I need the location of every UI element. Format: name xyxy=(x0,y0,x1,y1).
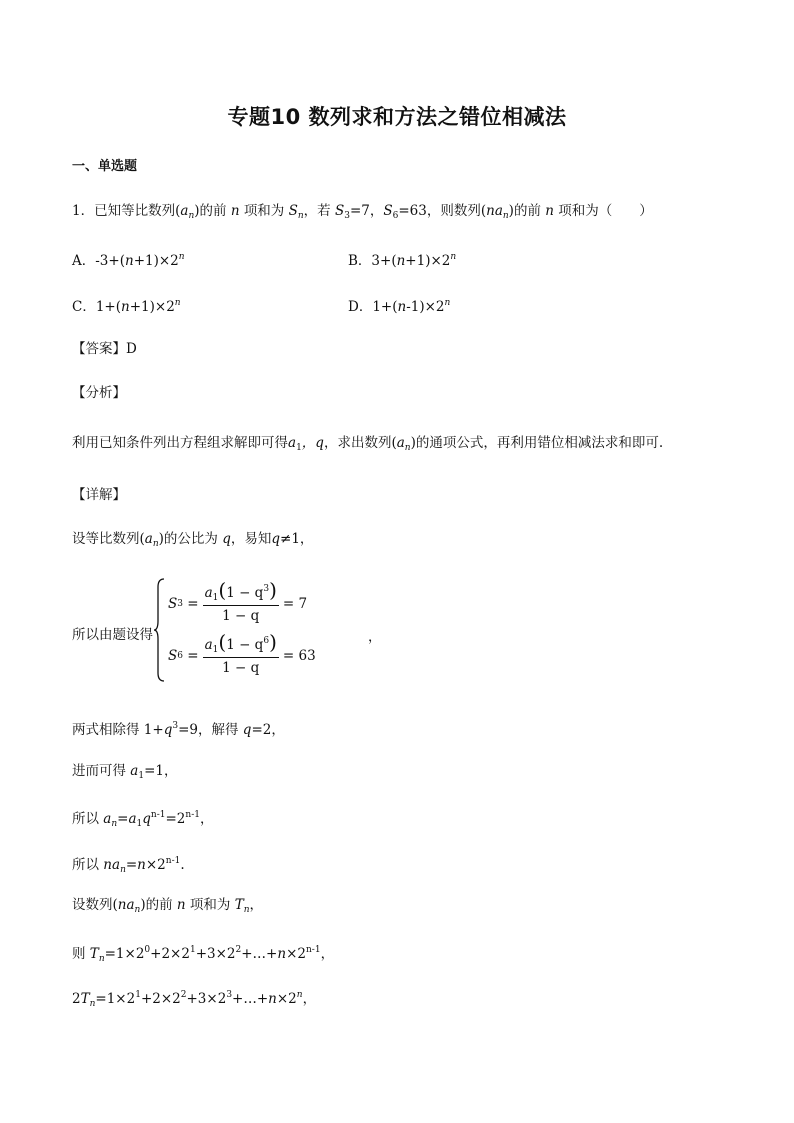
fraction-s3: $\frac{a_1(1 - q^3)}{1 - q}$ xyxy=(204,578,277,624)
detail-label: 【详解】 xyxy=(72,487,126,503)
equation-s3: S 3 = $\frac{a_1(1 - q^3)}{1 - q}$ = 7 xyxy=(168,578,308,624)
option-c: C．$1+(n+1)\times 2^n$ xyxy=(72,298,181,315)
detail-line-1: 设等比数列$(a_n)$的公比为 q，易知q≠1， xyxy=(72,531,314,549)
analysis-label: 【分析】 xyxy=(72,385,126,401)
fraction-s6: $\frac{a_1(1 - q^6)}{1 - q}$ xyxy=(204,630,277,676)
option-d: D．$1+(n-1)\times 2^n$ xyxy=(348,298,451,315)
detail-line-7: 则 $T_n=1\times 2^0+2\times 2^1+3\times 2^2+\dots+n\times 2^{n-1}$， xyxy=(72,945,335,964)
page-title: 专题10 数列求和方法之错位相减法 xyxy=(227,105,567,129)
answer xyxy=(72,340,137,358)
system-lead: 所以由题设得 xyxy=(72,627,153,643)
detail-line-8: $2T_n=1\times 2^1+2\times 2^2+3\times 2^3+\dots+n\times 2^n$， xyxy=(72,990,317,1009)
detail-line-6: 设数列$(na_n)$的前 n 项和为 $T_n$， xyxy=(72,897,264,915)
detail-line-3: 进而可得 $a_1=1$， xyxy=(72,763,178,781)
analysis-text: 利用已知条件列出方程组求解即可得$a_1$，q，求出数列$(a_n)$的通项公式，再利用错位相减法求和即可. xyxy=(72,435,664,453)
detail-line-5: 所以 $na_n=n\times 2^{n-1}$. xyxy=(72,856,185,875)
detail-line-4: 所以 $a_n=a_1q^{n-1}=2^{n-1}$， xyxy=(72,810,214,829)
system-comma: ， xyxy=(368,629,382,645)
left-brace-icon xyxy=(154,577,166,683)
detail-line-2: 两式相除得 $1+q^3=9$，解得 q=2， xyxy=(72,721,285,738)
option-a: A．$-3+(n+1)\times 2^n$ xyxy=(72,252,185,269)
section-heading: 一、单选题 xyxy=(72,159,138,174)
answer-value: D xyxy=(126,341,137,357)
equation-s6: S 6 = $\frac{a_1(1 - q^6)}{1 - q}$ = 63 xyxy=(168,630,316,676)
option-b: B．$3+(n+1)\times 2^n$ xyxy=(348,252,457,269)
answer-label: 【答案】 xyxy=(72,341,126,357)
question-1: 1．已知等比数列$(a_n)$的前 n 项和为 $S_n$，若 $S_3=7$，$S_6=63$，则数列$(na_n)$的前 n 项和为（ ） xyxy=(72,203,653,221)
